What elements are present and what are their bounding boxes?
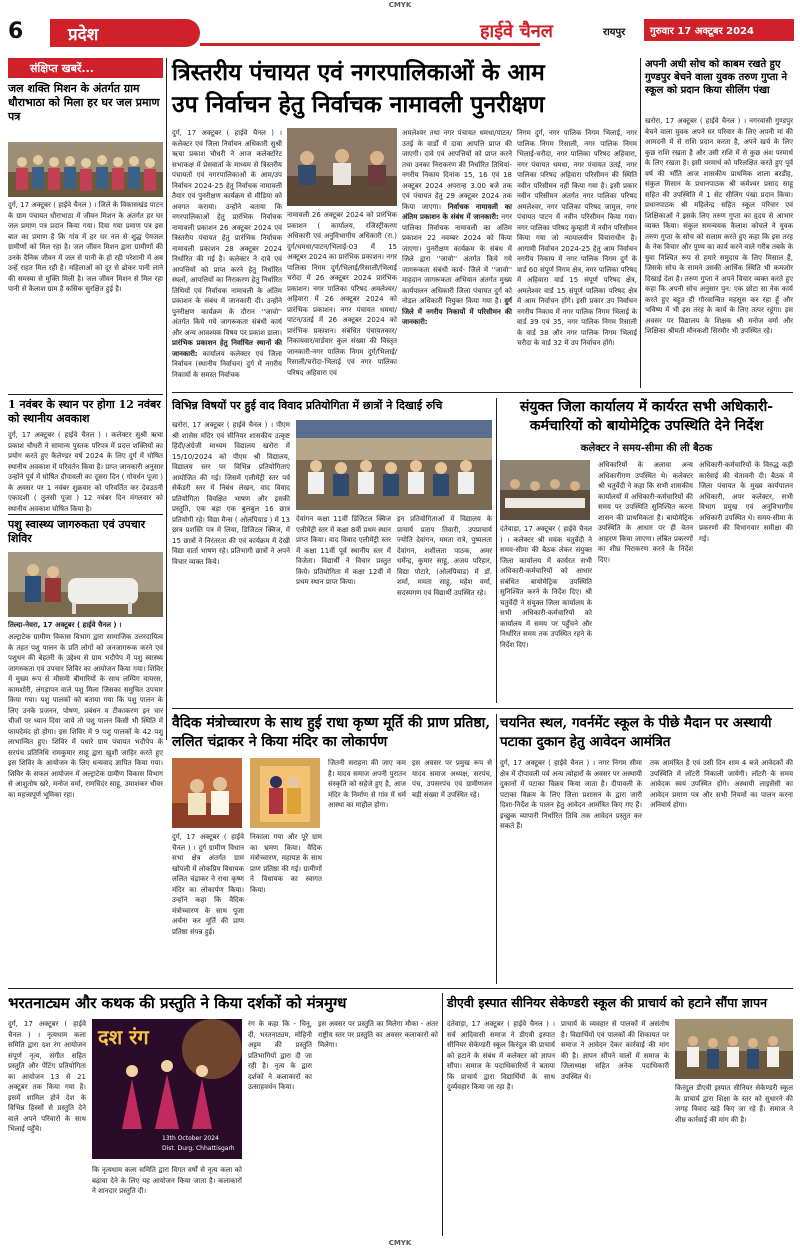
school-col2: प्राचार्य के व्यवहार से पालकों में असंतोष है। विद्यार्थियों एवं पालकों की शिकायत पर समाज ने आवेदन देकर कार्रवाई की मांग की है। ज्ञापन सौंपने वालों में समाज के जिलाध्यक्ष सहित अनेक पदाधिकारी उपस्थित थे। [561, 1020, 669, 1081]
main-col3 [402, 128, 512, 388]
press-conference-photo [287, 128, 397, 206]
temple-col1: दुर्ग, 17 अक्टूबर ( हाईवे चैनल ) । दुर्ग ग्रामीण विधान सभा क्षेत्र अंतर्गत ग्राम खोपली में लोकप्रिय विधायक ललित चंद्राकर ने राधा कृष्ण मंदिर का लोकार्पण किया। उन्होंने कहा कि वैदिक मंत्रोच्चारण के साथ पूजा अर्चना कर मूर्ति की प्राण प्रतिष्ठा संपन्न हुई। [172, 833, 244, 936]
temple-photo [172, 758, 242, 828]
sidebar-story1-title: जल शक्ति मिशन के अंतर्गत ग्राम धौराभाठा को मिला हर घर जल प्रमाण पत्र [8, 82, 160, 123]
collector-col1: दंतेवाड़ा, 17 अक्टूबर ( हाईवे चैनल ) । कलेक्टर श्री मयंक चतुर्वेदी ने समय-सीमा की बैठक लेकर संयुक्त जिला कार्यालय में कार्यरत सभी अधिकारी-कर्मचारियों को आधार संबंधित बायोमेट्रिक उपस्थिति सुनिश्चित करने के निर्देश दिए। श्री चतुर्वेदी ने संयुक्त जिला कार्यालय के सभी अधिकारी-कर्मचारियों को कार्यालय में समय पर पहुँचने और निर्धारित समय तक उपस्थित रहने के निर्देश दिए। [500, 525, 592, 649]
main-headline-1: त्रिस्तरीय पंचायत एवं नगरपालिकाओं के आम [172, 59, 545, 86]
event-right-rule [496, 398, 497, 703]
masthead [0, 13, 800, 53]
main-col4: निगम दुर्ग, नगर पालिक निगम भिलाई, नगर पालिक निगम रिसाली, नगर पालिक निगम भिलाई-चरौदा, नगर पालिका परिषद अहिवारा, नगर पंचायत धमधा, नगर पंचायत उतई, नगर पालिका परिषद अहिवारा परिसीमन की स्थिति नवीन परिसीमन नहीं किया गया है। इसी प्रकार नवीन परिसीमन अंतर्गत नगर पालिका परिषद अमलेश्वर, नगर पालिका परिषद जामुल, नगर पंचायत पाटन में नवीन परिसीमन किया गया। नगर पालिका परिषद कुम्हारी में नवीन परिसीमन किया गया जो न्यायालयीन विचाराधीन है। आगामी निर्वाचन 2024-25 हेतु आम निर्वाचन नगरीय निकाय में नगर पालिक निगम दुर्ग के वार्ड 60 संपूर्ण निगम क्षेत्र, नगर पालिका परिषद में अहिवारा वार्ड 15 संपूर्ण परिषद क्षेत्र, अमलेश्वर वार्ड 15 संपूर्ण पालिका परिषद क्षेत्र में आम निर्वाचन होंगे। इसी प्रकार उप निर्वाचन नगरीय निकाय में नगर पालिक निगम भिलाई के वार्ड 39 एवं 35, नगर पालिक निगम रिसाली के वार्ड 38 और नगर पालिक निगम भिलाई चरौदा के वार्ड 32 में उप निर्वाचन होंगे। [517, 129, 637, 347]
date-banner [644, 19, 794, 41]
collector-col2: अधिकारियों के अलावा अन्य अधिकारीगण उपस्थित थे। कलेक्टर श्री चतुर्वेदी ने कहा कि सभी शासकीय कार्यालयों में अधिकारी-कर्मचारियों की समय पर उपस्थिति सुनिश्चित करना शासन की प्राथमिकता है। बायोमेट्रिक उपस्थिति के आधार पर ही वेतन आहरण किया जाएगा। लंबित प्रकरणों का शीघ्र निराकरण करने के निर्देश दिए। [598, 461, 693, 564]
dance-col4: इस अवसर पर प्रस्तुति का मिलेगा मौका - अंतर राष्ट्रीय स्तर पर प्रस्तुति का अवसर कलाकारों को मिलेगा। [318, 1020, 438, 1049]
collector-col3: अधिकारी-कर्मचारियों के विरुद्ध कड़ी कार्रवाई की चेतावनी दी। बैठक में जिला पंचायत के मुख्य कार्यपालन अधिकारी, अपर कलेक्टर, सभी विभाग प्रमुख एवं अनुविभागीय अधिकारी उपस्थित थे। समय-सीमा के प्रकरणों की विभागवार समीक्षा की गई। [699, 461, 793, 543]
school-memorandum-photo [675, 1019, 793, 1079]
school-col3: किरंदुल डीएवी इस्पात सीनियर सेकेण्डरी स्कूल के प्राचार्य द्वारा शिक्षा के स्तर को सुधारने की जगह विवाद खड़े किए जा रहे हैं। समाज ने शीघ्र कार्रवाई की मांग की है। [675, 1084, 793, 1124]
page-number: 6 [8, 19, 24, 44]
temple-idol-photo [250, 758, 320, 828]
divider-main-bottom [172, 392, 793, 393]
sidebar [8, 58, 163, 799]
sidebar-vertical-rule [166, 58, 167, 740]
temple-headline: वैदिक मंत्रोच्चारण के साथ हुई राधा कृष्ण मूर्ति की प्राण प्रतिष्ठा, ललित चंद्राकर ने किया मंदिर का लोकार्पण [172, 715, 491, 750]
temple-story [172, 714, 492, 984]
sidebar-story3-title: पशु स्वास्थ्य जागरुकता एवं उपचार शिविर [8, 518, 146, 545]
top-right-headline: अपनी अधी सोच को काबम रखते हुए गुण्डपुर बेचने वाला युवक तरुण गुप्ता ने स्कूल को प्रदान किया सीलिंग पंखा [645, 59, 788, 96]
section-rule [200, 43, 540, 46]
temple-right-rule [496, 714, 497, 984]
sidebar-header-text: संक्षिप्त खबरें... [30, 62, 94, 75]
poster-date: 13th October 2024 [162, 1135, 219, 1142]
top-right-body: खरोरा, 17 अक्टूबर ( हाईवे चैनल ) । नगरवासी गुण्डपुर बेचने वाला युवक अपने घर परिवार के लिए अपनी मां की आमदनी में से राशि प्रदान करता है, अपने खर्च के लिए कुछ राशि रखता है और उसी राशि में से कुछ अंश परमार्थ के लिए रखता है। इसी परमार्थ को परिलक्षित करते हुए पूर्व वर्ष की भाँति आज शासकीय प्राथमिक शाला बरडीह, संकुल मिसान के प्रधानपाठक श्री कमेश्वर प्रसाद साहू सहित की उपस्थिति में 1 सेट सीलिंग पंखा प्रदान किया। प्रधानपाठक श्री महिलेन्द्र सहित स्कूल परिवार एवं शिक्षिकाओं ने इसके लिए तरुण गुप्ता का हृदय से आभार व्यक्त किया। संकुल समन्वयक कैलाश कोचले ने युवक तरुण गुप्ता के सोच को सलाम करते हुए कहा कि इस तरह के नेक विचार और पुण्य का कार्य करने वाले गरीब तबके के युवा निश्चित रूप से हमारे समुदाय के लिए मिसाल हैं, जिसके सोच के सामने उसकी आर्थिक स्थिति भी कमजोर दिखाई देता है। तरुण गुप्ता ने अपने विचार व्यक्त करते हुए कहा कि अपनी सोच अनुसार पुन: एक छोटा सा नेक कार्य करते हुए बहुत ही गौरवान्वित महसूस कर रहा हूँ और भविष्य में भी इस तरह के कार्य के लिए तत्पर रहूंगा। इस अवसर पर विद्यालय के शिक्षक श्री मनोज वर्मा और शिक्षिका श्रीमती मौनकशी सिरमौर भी उपस्थित रहे। [645, 117, 793, 335]
main-subhead-2: निर्वाचक नामावली का अंतिम प्रकाशन के संबंध में जानकारी: [402, 202, 512, 221]
main-story [172, 58, 637, 388]
sidebar-header [8, 58, 163, 78]
sidebar-story2-body: दुर्ग, 17 अक्टूबर ( हाईवे चैनल ) । कलेक्टर सुश्री ऋचा प्रकाश चौधरी ने सामान्य पुस्तक परिपत्र में प्रदत्त शक्तियों का प्रयोग करते हुए कैलेण्डर वर्ष 2024 के लिए दुर्ग में घोषित स्थानीय अवकाश में परिवर्तन किया है। प्राप्त जानकारी अनुसार उन्होंने पूर्व में घोषित दीपावली का दूसरा दिन ( गोवर्धन पूजा ) के अवसर पर 1 नवंबर शुक्रवार को परिवर्तित कर देवउठनी एकादशी ( तुलसी पूजा ) 12 नवंबर दिन मंगलवार को स्थानीय अवकाश घोषित किया है। [8, 431, 163, 513]
city-name: रायपुर [603, 27, 626, 38]
main-col1-text-b: कार्यालय कलेक्टर एवं जिला निर्वाचन (स्थानीय निर्वाचन) दुर्ग में नगरीय निकायों के समस्त निर्वाचक [172, 349, 282, 379]
main-col2: नामावली 26 अक्टूबर 2024 को प्रारंभिक प्रकाशन ( कार्यालय, रजिस्ट्रीकरण अधिकारी एवं अनुविभागीय अधिकारी (रा.) दुर्ग/धमधा/पाटन/भिलाई-03 में 15 अक्टूबर 2024 का प्रारंभिक प्रकाशन। नगर पालिका निगम दुर्ग/भिलाई/रिसाली/भिलाई चरोदा में 26 अक्टूबर 2024 प्रारंभिक प्रकाशन। नगर पालिका परिषद अमलेश्वर/अहिवारा में 26 अक्टूबर 2024 को प्रारंभिक प्रकाशन। नगर पंचायत धमधा/पाटन/उतई में 26 अक्टूबर 2024 को प्रारंभिक प्रकाशन। संबंधित पंचायतकार/निकायवार/वार्डवार कुल संख्या की विस्तृत जानकारी-नगर पालिक निगम दुर्ग/भिलाई/रिसाली/चरोदा-भिलाई एवं नगर पालिका परिषद अहिवारा एवं [287, 211, 397, 377]
main-right-rule [640, 58, 641, 388]
dance-right-rule [442, 993, 443, 1236]
section-banner [50, 19, 200, 47]
veterinary-camp-photo [8, 552, 163, 617]
main-headline-2: उप निर्वाचन हेतु निर्वाचक नामावली पुनरीक्षण [172, 91, 545, 118]
event-col3: इन प्रतियोगिताओं में विद्यालय के प्राचार्य प्रताप तिवारी, उपप्राचार्य ज्योति देवांगन, ममता रात्रे, पुष्पलता देवांगन, शशीलता पाठक, अमर धर्मेन्द्र, कुमार साहू, अजय परिहार, विद्या पोटारे, (ओलंपियाड) में डॉ. शर्मा, ममता साहू, महेश वर्मा, सदस्यगण एवं विद्यार्थी उपस्थित रहे। [397, 515, 492, 597]
collector-headline: संयुक्त जिला कार्यालय में कार्यरत सभी अधिकारी-कर्मचारियों को बायोमेट्रिक उपस्थिति देने निर्देश [519, 399, 774, 434]
cmyk-mark-bottom: CMYK [388, 1239, 412, 1247]
fireworks-col2: तक आमंत्रित है एवं उसी दिन शाम 4 बजे आवेदकों की उपस्थिति में लॉटरी निकाली जायेगी। लॉटरी के समय आवेदक स्वयं उपस्थित होंगे। अस्थायी लाइसेंसी का आवेदन प्रमाण पत्र और सभी नियमों का पालन करना अनिवार्य होगा। [650, 759, 793, 809]
main-subhead-1: प्रारंभिक प्रकाशन हेतु निर्वाचित स्थानों की जानकारी: [172, 339, 282, 358]
main-col1-text: दुर्ग, 17 अक्टूबर ( हाईवे चैनल ) । कलेक्टर एवं जिला निर्वाचन अधिकारी सुश्री ऋचा प्रकाश चौधरी ने आज कलेक्टोरेट सभाकक्ष में प्रेसवार्ता के माध्यम से त्रिस्तरीय पंचायतों एवं नगरपालिकाओं के आम/उप निर्वाचन 2024-25 हेतु निर्वाचक नामावली तैयार एवं पुनरीक्षण कार्यक्रम से मीडिया को अवगत कराया। उन्होंने बताया कि नगरपालिकाओं हेतु प्रारंभिक निर्वाचक नामावली प्रकाशन 26 अक्टूबर 2024 एवं त्रिस्तरीय पंचायत हेतु प्रारंभिक निर्वाचक नामावली प्रकाशन 28 अक्टूबर 2024 निर्धारित की गई है। कलेक्टर ने दावे एवं आपत्तियों को प्राप्त करने हेतु निर्धारित स्थलों, आपत्तियों का निराकरण हेतु निर्धारित तिथियों एवं निर्वाचक नामावली के अंतिम प्रकाशन के संबंध में जानकारी दी। उन्होंने पुनरीक्षण कार्यक्रम के दौरान ''जावो'' अंतर्गत किये गये जागरूकता संबंधी कार्य और अन्य आवश्यक विषय पर प्रकाश डाला। [172, 129, 282, 337]
sidebar-story1-body: दुर्ग, 17 अक्टूबर ( हाईवे चैनल ) । जिले के विकासखंड पाटन के ग्राम पंचायत धौराभाठा में जीवन मिशन के अंतर्गत हर घर जल प्रमाण पत्र प्रदान किया गया। दिया गया प्रमाण पत्र इस बात का प्रमाण है कि गांव में हर घर नल से शुद्ध पेयजल ग्रामीणों को मिल रहा है। जल जीवन मिशन द्वारा ग्रामीणों की उनके दैनिक जीवन में जल से पानी के हो रही परेशानी में अब उन्हें राहत मिल रही है। महिलाओं को दूर से ढोकर पानी लाने की समस्या से मुक्ति मिली है। जल जीवन मिशन से मिल रहा पानी से कैलाश ग्राम है कसिक सुरक्षित हुई है। [8, 201, 163, 293]
sidebar-story2-title: 1 नवंबर के स्थान पर होगा 12 नवंबर को स्थानीय अवकाश [8, 398, 161, 425]
fireworks-story [500, 714, 793, 984]
collector-story [500, 398, 793, 703]
event-col2: देवांगन कक्षा 11वीं डिजिटल क्विज एलीमेंट्री स्तर में कक्षा 8वीं प्रथम स्थान प्राप्त किया। वाद विवाद एलीमेंट्री स्तर में कक्षा 11वीं पूर्व स्थानीय स्तर में विजेता। विद्यार्थी ने विचार प्रस्तुत किये। प्रतियोगिता में कक्षा 12वीं में प्रथम स्थान प्राप्त किया। [296, 515, 391, 586]
divider-middle [172, 708, 793, 709]
main-col3-text: अमलेश्वर तथा नगर पंचायत धमधा/पाटन/उतई के वार्डों में दावा आपत्ति प्राप्त की जाएगी। दावे एवं आपत्तियों को प्राप्त करने तथा उनका निराकरण की निर्धारित तिथियां-नगरीय निकाय दिनांक 15, 16 एवं 18 अक्टूबर 2024 अपरान्ह 3.00 बजे तक एवं पंचायत हेतु 29 अक्टूबर 2024 तक किया जाएगा। [402, 129, 512, 211]
dance-col2: रंग के कहा कि - चिनू, दी, भरतनाट्यम, मोहिनी अट्टम की प्रस्तुति प्रतिभागियों द्वारा दी जा रही है। नृत्य के द्वारा दर्शकों ने कलाकारों का उत्साहवर्धन किया। [248, 1020, 312, 1091]
debate-event-photo [296, 420, 492, 510]
sidebar-story3-dateline: तिल्दा-नेवरा, 17 अक्टूबर ( हाईवे चैनल ) । [8, 621, 122, 629]
event-col1: खरोरा, 17 अक्टूबर ( हाईवे चैनल ) । पीएम श्री शासेस मंदिर एवं सीनियर शासकीय उत्कृष्ट हिंदी/अंग्रेजी माध्यम विद्यालय खरोरा में 15/10/2024 को पीएम श्री विद्यालय, विद्यालय स्तर पर विभिन्न प्रतियोगिताएं आयोजित की गई। जिसमें एलीमेंट्री स्तर पर्व सेकेंडरी स्तर में निबंध लेखन, वाद विवाद प्रतियोगिता विवक्षित भाषण और इसकी प्रस्तुति, एक बड़ा एक बुलबुल 16 छात्र प्रतियोगी रहे। विद्या मैन्स ( ओलंपियाड ) में 13 छात्र प्रशस्ति पत्र में लिया, डिजिटल क्विज, में 15 छात्रों ने निरंतरता की एवं कार्यक्रम में देखी विद्या वार्ता भाषण रहे। प्रतिभागी छात्रों ने अपने विचार व्यक्त किये। [172, 421, 290, 566]
issue-date: गुरुवार 17 अक्टूबर 2024 [650, 26, 754, 37]
temple-col4: इस अवसर पर प्रमुख रूप से यादव समाज अध्यक्ष, सरपंच, पंच, उपसरपंच एवं ग्रामीणजन बड़ी संख्या में उपस्थित रहे। [412, 759, 492, 799]
event-headline: विभिन्न विषयों पर हुई वाद विवाद प्रतियोगिता में छात्रों ने दिखाई रुचि [172, 399, 443, 412]
top-right-story [645, 58, 793, 388]
collector-meeting-photo [500, 460, 590, 520]
dance-col3: कि नृत्यधाम कला समिति द्वारा विगत वर्षों से नृत्य कला को बढ़ावा देने के लिए यह आयोजन किया जाता है। कलाकारों ने शानदार प्रस्तुति दी। [92, 1166, 242, 1195]
brand-logo: हाईवे चैनल [480, 21, 553, 42]
dance-headline: भरतनाट्यम और कथक की प्रस्तुति ने किया दर्शकों को मंत्रमुग्ध [8, 994, 347, 1012]
temple-col2: निकाला गया और पूरे ग्राम का भ्रमण किया। वैदिक मंत्रोच्चारण, महायज्ञ के साथ प्राण प्रतिष्ठा की गई। ग्रामीणों ने विधायक का स्वागत किया। [250, 833, 322, 894]
sidebar-divider-2 [8, 514, 163, 515]
collector-subhead: कलेक्टर ने समय-सीमा की ली बैठक [580, 443, 713, 454]
school-col1: दंतेवाड़ा, 17 अक्टूबर ( हाईवे चैनल ) । सर्व आदिवासी समाज ने डीएवी इस्पात सीनियर सेकेण्डरी स्कूल किरंदुल की प्राचार्य को हटाने के संबंध में कलेक्टर को ज्ञापन सौंपा। समाज के पदाधिकारियों ने बताया कि प्राचार्य द्वारा विद्यार्थियों के साथ दुर्व्यवहार किया जा रहा है। [447, 1020, 555, 1091]
sidebar-divider-1 [8, 394, 163, 395]
dance-poster [92, 1019, 242, 1159]
fireworks-col1: दुर्ग, 17 अक्टूबर ( हाईवे चैनल ) । नगर निगम सीमा क्षेत्र में दीपावली पर्व अन्य त्योहारों के अवसर पर अस्थायी दुकानों में पटाका विक्रय किया जाता है। दीपावली के पटाका विक्रय के लिए जिला प्रशासन के द्वारा जारी दिशा-निर्देश के पालन हेतु आवेदन आमंत्रित किए गए हैं। इच्छुक व्यापारी निर्धारित तिथि तक आवेदन प्रस्तुत कर सकते हैं। [500, 759, 642, 830]
fireworks-headline: चयनित स्थल, गवर्नमेंट स्कूल के पीछे मैदान पर अस्थायी पटाका दुकान हेतु आवेदन आमंत्रित [500, 715, 772, 750]
event-story [172, 398, 492, 703]
sidebar-story3-body: अल्ट्राटेक ग्रामीण विकास विभाग द्वारा सामाजिक उत्तरदायित्व के तहत पशु पालन के प्रति लोगों को जनजागरूक करने एवं पशुधन की बेहतरी के उद्देश्य से ग्राम भदौपेप में पशु स्वास्थ्य जागरुकता एवं उपचार शिविर का आयोजन किया गया। शिविर में मुख्य रूप से मौसमी बीमारियों के साथ लम्पिग वायरस, कामशोरी, लंगड़ापन वाले पशु मिला जिसका समुचित उपचार किया गया। पशु पालकों को बताया गया कि पशु पालन के लिए उनके प्रजनन, पोषण, प्रबंधन व टीकाकरण इन चार चीजों पर ध्यान दिया जाये तो पशु पालन किसी भी स्थिति में फायदेमंद हो होगा। इस शिविर में 9 पशु पालकों के 42 पशु लाभान्वित हुए। शिविर में पधारे ग्राम पंचायत भदौपेप के सरपंच प्रतिनिधि रामकुमार साहू द्वारा खुशी जाहिर करते हुए इस शिविर के आयोजन के लिए धन्यवाद ज्ञापित किया गया। शिविर के सफल आयोजन में अल्ट्राटेक ग्रामीण विकास विभाग से आशुतोष खरे, मनोज वर्मा, रामचिदंर साहू, उमाशंकर धीवर का महत्त्वपूर्ण भूमिका रहा। [8, 633, 163, 799]
school-story [447, 993, 793, 1236]
dance-story [8, 993, 438, 1236]
school-headline: डीएवी इस्पात सीनियर सेकेण्डरी स्कूल की प्राचार्य को हटाने सौंपा ज्ञापन [447, 995, 768, 1010]
temple-col3: जितनी सराहना की जाए कम है। यादव समाज अपनी पुरातन संस्कृति को सहेजे हुए है, आज मंदिर के निर्माण से गांव में धर्म आस्था का माहौल होगा। [328, 759, 406, 809]
main-subhead-3: दुर्ग जिले में नगरीय निकायों में परिसीमन की जानकारी: [402, 297, 512, 326]
main-col3-text-b: नगर पालिका निर्वाचक नामावली का अंतिम प्रकाशन 22 नवम्बर 2024 को किया जाएगा। पुनरीक्षण कार्यक्रम के संबंध में जिले द्वारा ''जावो'' अंतर्गत किये गये जागरूकता संबंधी कार्य- जिले में ''जावो'' माहदान जागरूकता अभियान अंतर्गत मुख्य कार्यपालन अधिकारी जिला पंचायत दुर्ग को नोडल अधिकारी नियुक्त किया गया है। [402, 213, 512, 305]
main-col1 [172, 128, 282, 388]
poster-place: Dist. Durg, Chhattisgarh [162, 1145, 235, 1152]
poster-title: दश रंग [98, 1025, 149, 1049]
dance-col1: दुर्ग, 17 अक्टूबर ( हाईवे चैनल ) । नृत्यधाम कला समिति द्वारा दश रंग आयोजन संपूर्ण नृत्य, संगीत सहित प्रस्तुति और पेंटिंग प्रतियोगिता का आयोजन 13 से 21 अक्टूबर तक किया गया है। इसमें शामिल होने देश के विभिन्न हिस्सों से प्रस्तुति देने वाले अपने परिवारों के साथ भिलाई पहुँचे। [8, 1020, 86, 1133]
cmyk-mark-top: CMYK [388, 1, 412, 9]
water-certificate-photo [8, 142, 163, 197]
section-title: प्रदेश [68, 25, 99, 45]
divider-bottom [8, 988, 793, 989]
